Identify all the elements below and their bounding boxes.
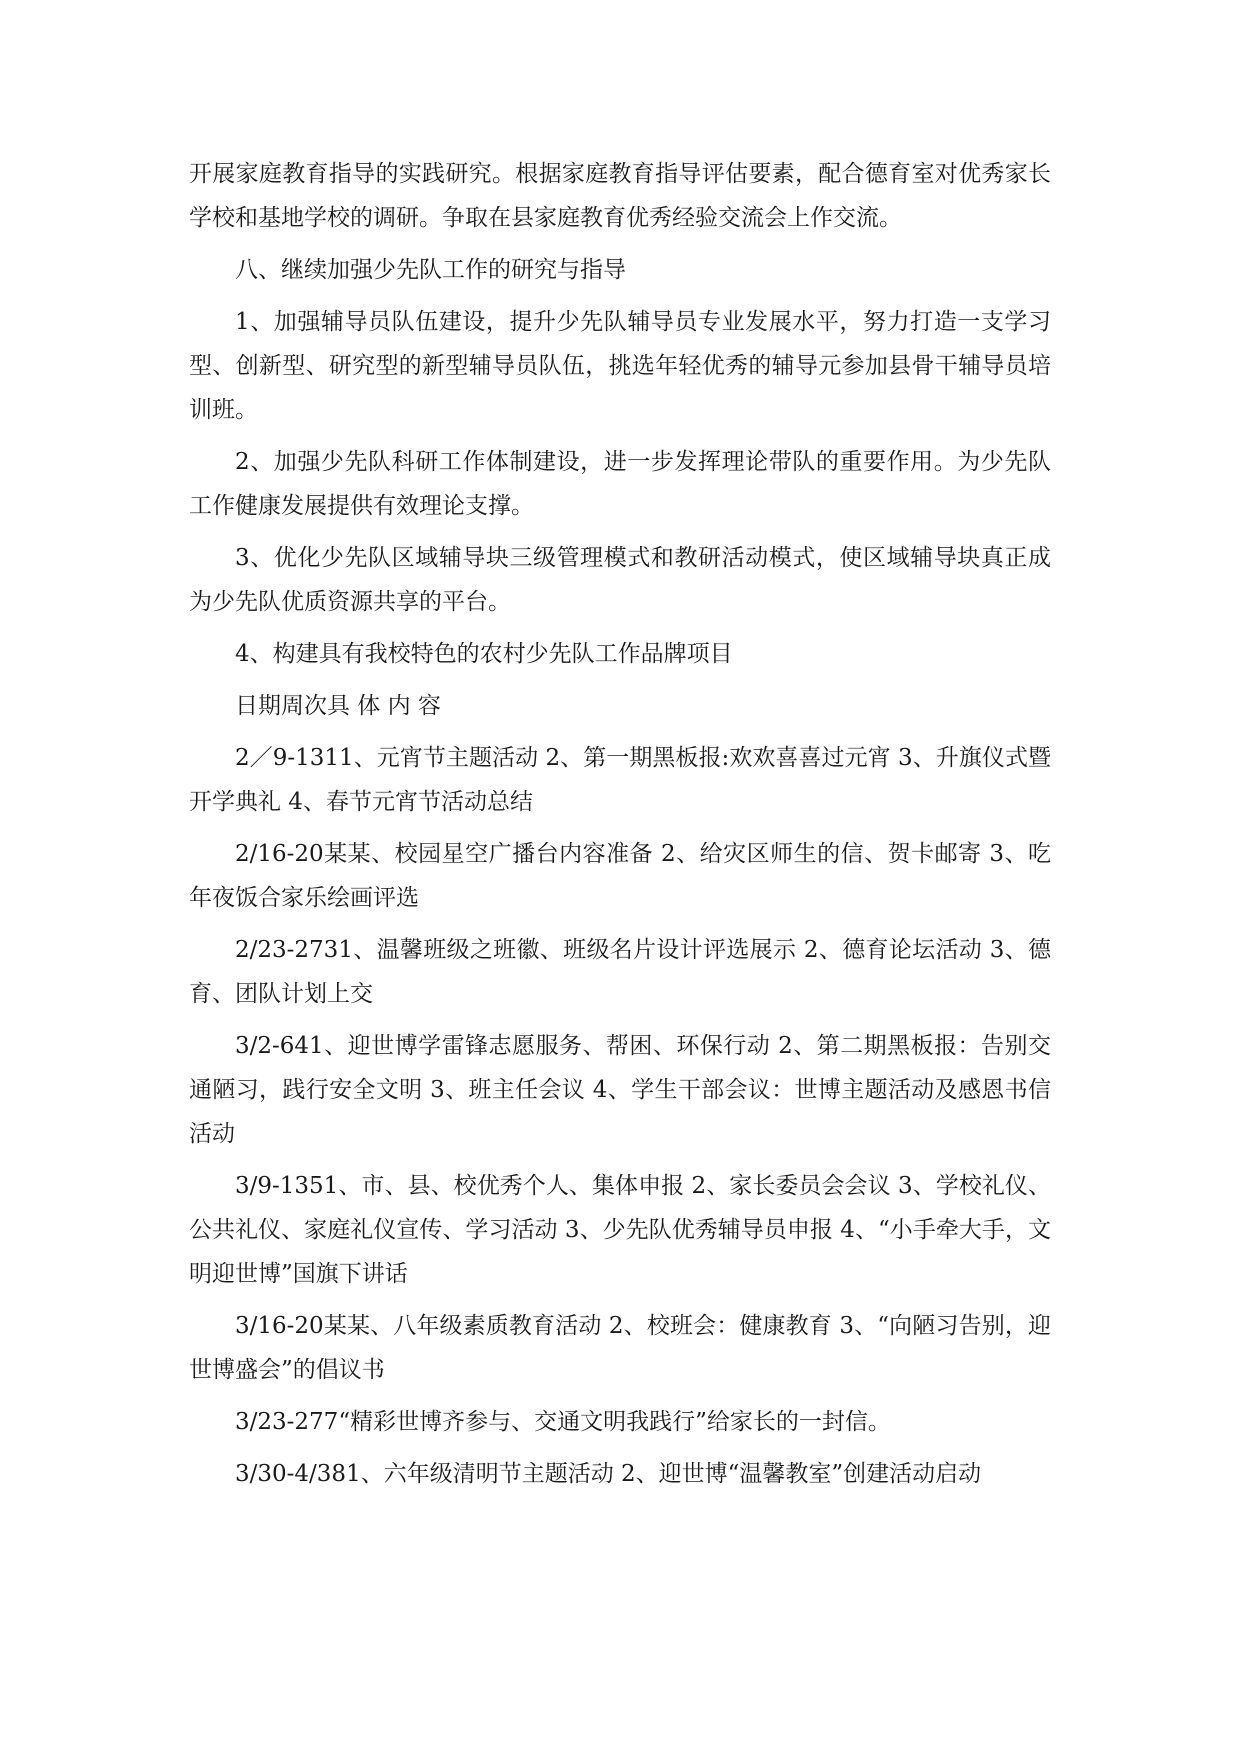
section-heading-young-pioneers: 八、继续加强少先队工作的研究与指导 xyxy=(235,257,626,283)
paragraph-item-1: 1、加强辅导员队伍建设，提升少先队辅导员专业发展水平，努力打造一支学习型、创新型、研究型的新型辅导员队伍，挑选年轻优秀的辅导元参加县骨干辅导员培训班。 xyxy=(189,309,1051,423)
schedule-entry: 3/9-1351、市、县、校优秀个人、集体申报 2、家长委员会会议 3、学校礼仪、公共礼仪、家庭礼仪宣传、学习活动 3、少先队优秀辅导员申报 4、“小手牵大手，文明迎世博”国旗下讲话 xyxy=(189,1173,1051,1287)
schedule-entry: 3/2-641、迎世博学雷锋志愿服务、帮困、环保行动 2、第二期黑板报：告别交通陋习，践行安全文明 3、班主任会议 4、学生干部会议：世博主题活动及感恩书信活动 xyxy=(189,1033,1051,1147)
schedule-entry: 3/30-4/381、六年级清明节主题活动 2、迎世博“温馨教室”创建活动启动 xyxy=(235,1461,982,1487)
paragraph-item-4: 4、构建具有我校特色的农村少先队工作品牌项目 xyxy=(235,641,733,667)
paragraph-item-3: 3、优化少先队区域辅导块三级管理模式和教研活动模式，使区域辅导块真正成为少先队优质资源共享的平台。 xyxy=(189,545,1051,615)
schedule-entry: 2／9-1311、元宵节主题活动 2、第一期黑板报:欢欢喜喜过元宵 3、升旗仪式暨开学典礼 4、春节元宵节活动总结 xyxy=(189,745,1051,815)
schedule-entry: 2/23-2731、温馨班级之班徽、班级名片设计评选展示 2、德育论坛活动 3、德育、团队计划上交 xyxy=(189,937,1051,1007)
paragraph-item-2: 2、加强少先队科研工作体制建设，进一步发挥理论带队的重要作用。为少先队工作健康发展提供有效理论支撑。 xyxy=(189,449,1051,519)
schedule-header: 日期周次具 体 内 容 xyxy=(235,693,441,719)
paragraph-family-education: 开展家庭教育指导的实践研究。根据家庭教育指导评估要素，配合德育室对优秀家长学校和基地学校的调研。争取在县家庭教育优秀经验交流会上作交流。 xyxy=(189,161,1051,231)
document-page xyxy=(189,152,1051,1504)
schedule-entry: 2/16-20某某、校园星空广播台内容准备 2、给灾区师生的信、贺卡邮寄 3、吃年夜饭合家乐绘画评选 xyxy=(189,841,1051,911)
schedule-entry: 3/16-20某某、八年级素质教育活动 2、校班会：健康教育 3、“向陋习告别，迎世博盛会”的倡议书 xyxy=(189,1313,1051,1383)
schedule-entry: 3/23-277“精彩世博齐参与、交通文明我践行”给家长的一封信。 xyxy=(235,1409,891,1435)
